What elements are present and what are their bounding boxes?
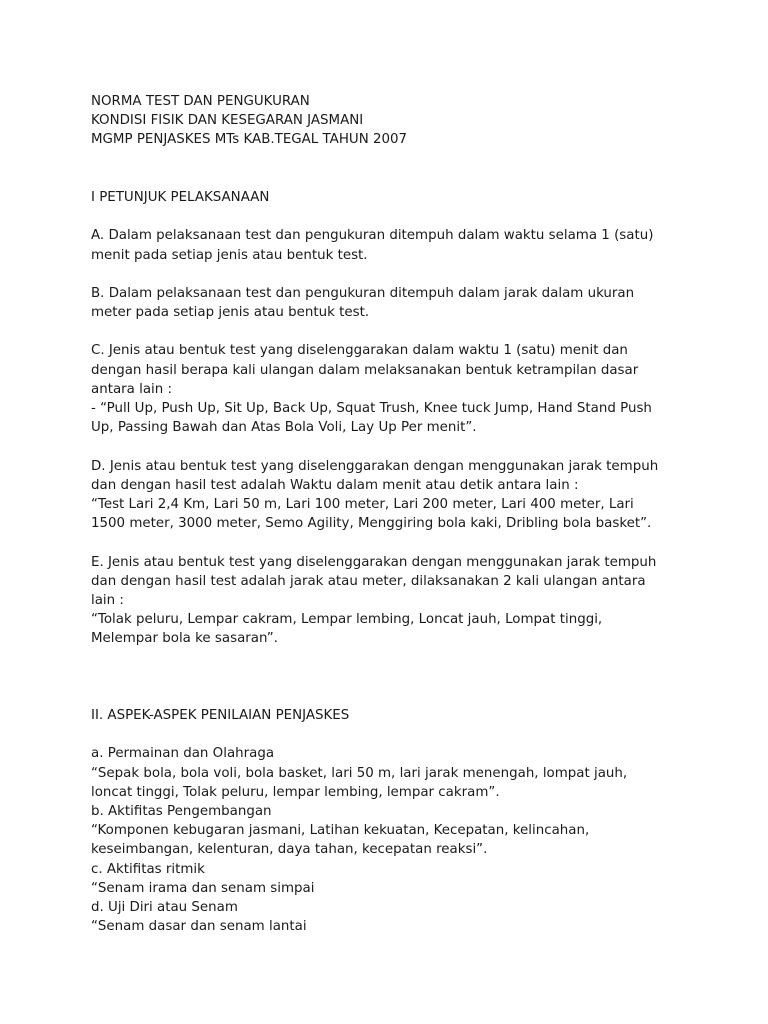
document-header xyxy=(91,92,728,150)
header-title: NORMA TEST DAN PENGUKURAN xyxy=(91,94,310,109)
paragraph-line: A. Dalam pelaksanaan test dan pengukuran ditempuh dalam waktu selama 1 (satu) xyxy=(91,228,654,244)
paragraph-line: dan dengan hasil test adalah jarak atau meter, dilaksanakan 2 kali ulangan antara xyxy=(91,573,646,589)
paragraph-a xyxy=(91,226,728,264)
list-item: “Senam dasar dan senam lantai xyxy=(91,919,307,935)
paragraph-line: B. Dalam pelaksanaan test dan pengukuran ditempuh dalam jarak dalam ukuran xyxy=(91,285,635,301)
list-item: a. Permainan dan Olahraga xyxy=(91,746,275,762)
paragraph-line: Up, Passing Bawah dan Atas Bola Voli, Lay Up Per menit”. xyxy=(91,420,477,436)
paragraph-line: “Tolak peluru, Lempar cakram, Lempar lembing, Loncat jauh, Lompat tinggi, xyxy=(91,612,603,628)
paragraph-line: menit pada setiap jenis atau bentuk test. xyxy=(91,247,368,263)
list-item: keseimbangan, kelenturan, daya tahan, kecepatan reaksi”. xyxy=(91,842,488,858)
list-item: c. Aktifitas ritmik xyxy=(91,861,205,877)
section-2-heading: II. ASPEK-ASPEK PENILAIAN PENJASKES xyxy=(91,708,350,723)
paragraph-line: “Test Lari 2,4 Km, Lari 50 m, Lari 100 meter, Lari 200 meter, Lari 400 meter, Lari xyxy=(91,496,634,512)
paragraph-line: meter pada setiap jenis atau bentuk test. xyxy=(91,305,370,321)
paragraph-line: dan dengan hasil test adalah Waktu dalam menit atau detik antara lain : xyxy=(91,477,579,493)
list-item: loncat tinggi, Tolak peluru, lempar lembing, lempar cakram”. xyxy=(91,784,500,800)
paragraph-e xyxy=(91,553,728,649)
section-petunjuk xyxy=(91,188,728,649)
paragraph-line: Melempar bola ke sasaran”. xyxy=(91,631,278,647)
paragraph-b xyxy=(91,284,728,322)
list-item: b. Aktifitas Pengembangan xyxy=(91,803,272,819)
paragraph-line: C. Jenis atau bentuk test yang diselenggarakan dalam waktu 1 (satu) menit dan xyxy=(91,343,628,359)
list-item: “Senam irama dan senam simpai xyxy=(91,880,315,896)
paragraph-line: 1500 meter, 3000 meter, Semo Agility, Menggiring bola kaki, Dribling bola basket”. xyxy=(91,516,652,532)
section-1-heading: I PETUNJUK PELAKSANAAN xyxy=(91,189,270,205)
paragraph-line: dengan hasil berapa kali ulangan dalam melaksanakan bentuk ketrampilan dasar xyxy=(91,362,639,378)
paragraph-line: lain : xyxy=(91,592,124,608)
header-subtitle: KONDISI FISIK DAN KESEGARAN JASMANI xyxy=(91,113,364,129)
header-organization: MGMP PENJASKES MTs KAB.TEGAL TAHUN 2007 xyxy=(91,132,408,148)
section-aspek-penilaian xyxy=(91,706,728,936)
paragraph-line: D. Jenis atau bentuk test yang diselenggarakan dengan menggunakan jarak tempuh xyxy=(91,458,659,474)
paragraph-d xyxy=(91,457,728,534)
paragraph-line: E. Jenis atau bentuk test yang diselenggarakan dengan menggunakan jarak tempuh xyxy=(91,554,657,570)
paragraph-line: antara lain : xyxy=(91,381,173,397)
list-item: “Sepak bola, bola voli, bola basket, lari 50 m, lari jarak menengah, lompat jauh, xyxy=(91,765,628,781)
paragraph-line: - “Pull Up, Push Up, Sit Up, Back Up, Squat Trush, Knee tuck Jump, Hand Stand Push xyxy=(91,401,652,416)
list-item: “Komponen kebugaran jasmani, Latihan kekuatan, Kecepatan, kelincahan, xyxy=(91,823,590,839)
paragraph-c xyxy=(91,341,728,437)
list-item: d. Uji Diri atau Senam xyxy=(91,899,238,915)
